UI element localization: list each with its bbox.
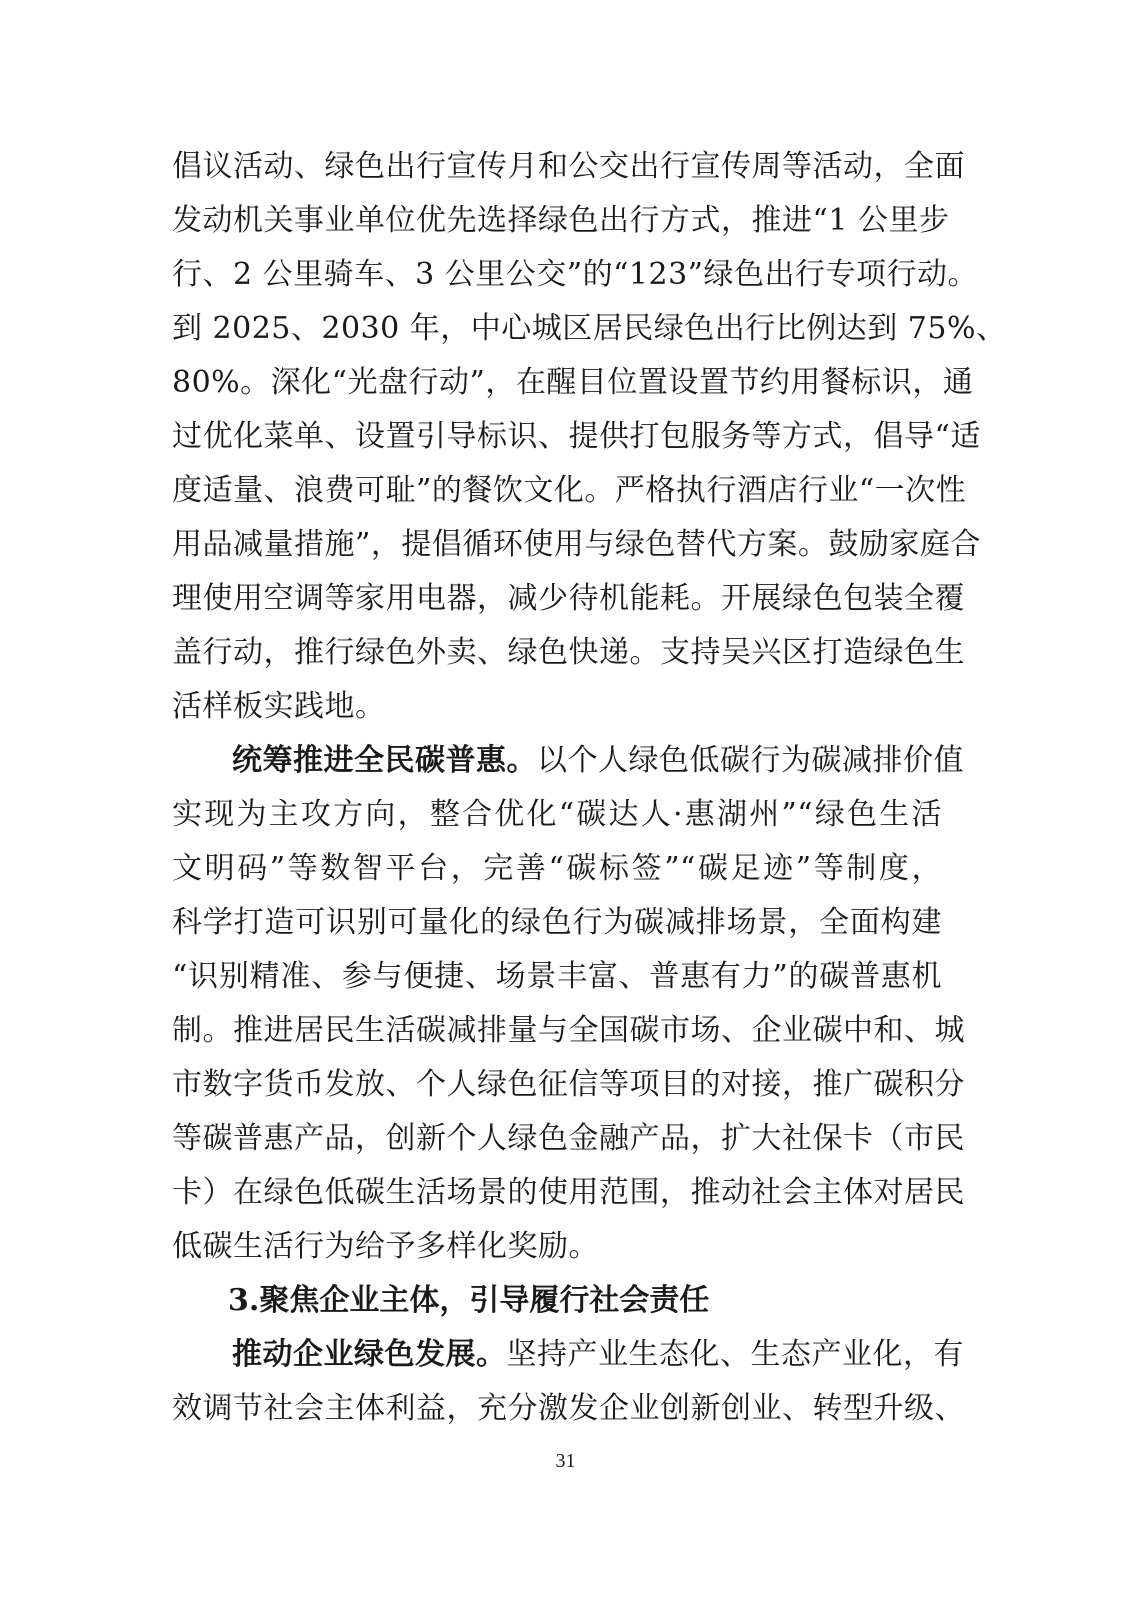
text-line: 活样板实践地。 bbox=[172, 689, 386, 724]
section-heading-text: 聚焦企业主体，引导履行社会责任 bbox=[259, 1283, 710, 1318]
text-line: 科学打造可识别可量化的绿色行为碳减排场景，全面构建 bbox=[172, 905, 942, 940]
body-text bbox=[172, 140, 1007, 1436]
paragraph-lead-bold: 统筹推进全民碳普惠。 bbox=[232, 743, 537, 778]
paragraph-green-travel bbox=[172, 140, 1007, 734]
section-heading bbox=[172, 1274, 942, 1328]
text-line: 等碳普惠产品，创新个人绿色金融产品，扩大社保卡（市民 bbox=[172, 1121, 965, 1156]
paragraph-lead-rest: 坚持产业生态化、生态产业化，有 bbox=[506, 1337, 964, 1372]
paragraph-lead-bold: 推动企业绿色发展。 bbox=[232, 1337, 507, 1372]
paragraph-enterprise-green bbox=[172, 1328, 965, 1436]
text-line: 理使用空调等家用电器，减少待机能耗。开展绿色包装全覆 bbox=[172, 581, 965, 616]
text-line: 卡）在绿色低碳生活场景的使用范围，推动社会主体对居民 bbox=[172, 1175, 965, 1210]
text-line: 效调节社会主体利益，充分激发企业创新创业、转型升级、 bbox=[172, 1391, 965, 1426]
text-line-first bbox=[172, 1328, 964, 1382]
text-line: 行、2 公里骑车、3 公里公交”的“123”绿色出行专项行动。 bbox=[172, 257, 979, 292]
text-line: “识别精准、参与便捷、场景丰富、普惠有力”的碳普惠机 bbox=[172, 959, 942, 994]
paragraph-lead-rest: 以个人绿色低碳行为碳减排价值 bbox=[537, 743, 964, 778]
text-line: 制。推进居民生活碳减排量与全国碳市场、企业碳中和、城 bbox=[172, 1013, 965, 1048]
text-line: 盖行动，推行绿色外卖、绿色快递。支持吴兴区打造绿色生 bbox=[172, 635, 965, 670]
page-number: 31 bbox=[555, 1450, 576, 1472]
text-line-first bbox=[172, 734, 964, 788]
text-line: 用品减量措施”，提倡循环使用与绿色替代方案。鼓励家庭合 bbox=[172, 527, 981, 562]
text-line: 实现为主攻方向，整合优化“碳达人·惠湖州”“绿色生活 bbox=[172, 797, 942, 832]
section-heading-number: 3. bbox=[228, 1283, 260, 1318]
text-line: 80%。深化“光盘行动”，在醒目位置设置节约用餐标识，通 bbox=[172, 365, 974, 400]
text-line: 度适量、浪费可耻”的餐饮文化。严格执行酒店行业“一次性 bbox=[172, 473, 967, 508]
text-line: 低碳生活行为给予多样化奖励。 bbox=[172, 1229, 599, 1264]
text-line: 倡议活动、绿色出行宣传月和公交出行宣传周等活动，全面 bbox=[172, 149, 965, 184]
text-line: 市数字货币发放、个人绿色征信等项目的对接，推广碳积分 bbox=[172, 1067, 965, 1102]
text-line: 过优化菜单、设置引导标识、提供打包服务等方式，倡导“适 bbox=[172, 419, 981, 454]
paragraph-carbon-inclusive bbox=[172, 734, 965, 1274]
text-line: 发动机关事业单位优先选择绿色出行方式，推进“1 公里步 bbox=[172, 203, 950, 238]
text-line: 文明码”等数智平台，完善“碳标签”“碳足迹”等制度， bbox=[172, 851, 942, 886]
text-line: 到 2025、2030 年，中心城区居民绿色出行比例达到 75%、 bbox=[172, 311, 1007, 346]
